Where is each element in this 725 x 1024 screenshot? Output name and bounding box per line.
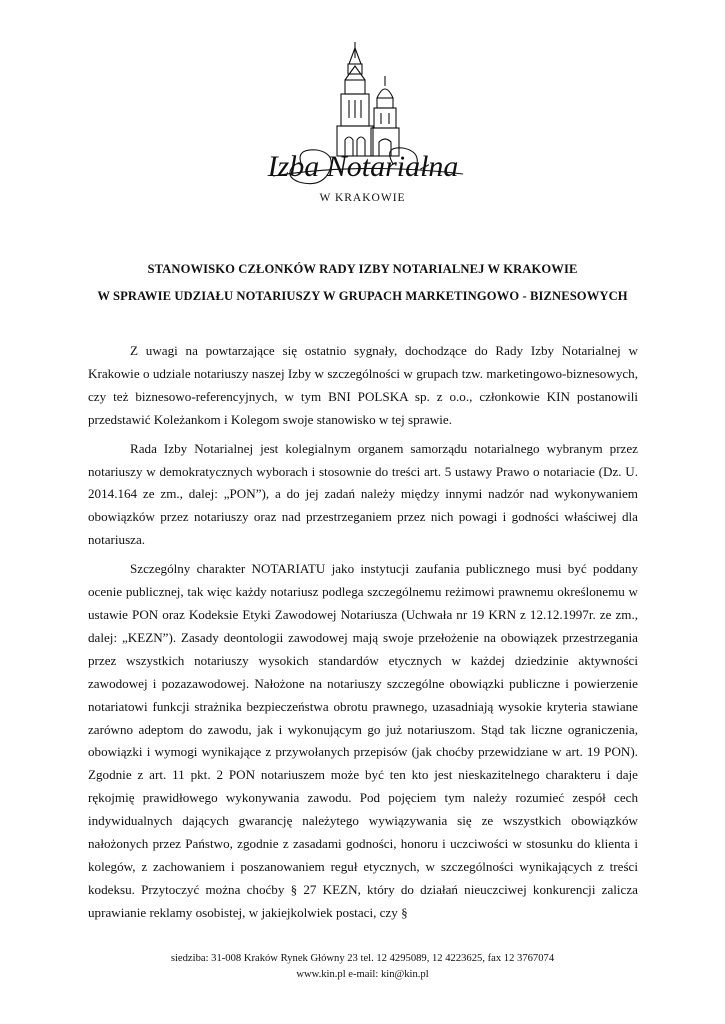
logo-wordmark: Izba Notariałna xyxy=(267,150,458,183)
document-body xyxy=(88,340,638,931)
paragraph-2: Rada Izby Notarialnej jest kolegialnym organem samorządu notarialnego wybranym przez notariuszy w demokratycznych wyborach i stosownie do treści art. 5 ustawy Prawo o notariacie (Dz. U. 2014.164 ze zm., dalej: „PON”), a do jej zadań należy między innymi nadzór nad wykonywaniem obowiązków przez notariuszy oraz nad przestrzeganiem przez nich powagi i godności właściwej dla notariusza. xyxy=(88,440,638,548)
footer-contact: www.kin.pl e-mail: kin@kin.pl xyxy=(296,969,429,980)
document-title-line-2: W SPRAWIE UDZIAŁU NOTARIUSZY W GRUPACH MARKETINGOWO - BIZNESOWYCH xyxy=(97,289,628,303)
paragraph-3: Szczególny charakter NOTARIATU jako instytucji zaufania publicznego musi być poddany ocenie publicznej, tak więc każdy notariusz podlega szczególnemu reżimowi prawnemu określonemu w ustawie PON oraz Kodeksie Etyki Zawodowej Notariusza (Uchwała nr 19 KRN z 12.12.1997r. ze zm., dalej: „KEZN”). Zasady deontologii zawodowej mają swoje przełożenie na obowiązek przestrzegania przez wszystkich notariuszy wysokich standardów etycznych w każdej dziedzinie aktywności zawodowej i pozazawodowej. Nałożone na notariuszy szczególne obowiązki publiczne i powierzenie notariatowi funkcji strażnika bezpieczeństwa obrotu prawnego, uzasadniają wysokie kryteria stawiane zarówno adeptom do zawodu, jak i wykonującym go już notariuszom. Stąd tak liczne ograniczenia, obowiązki i wymogi wynikające z przywołanych przepisów (jak choćby przewidziane w art. 19 PON). Zgodnie z art. 11 pkt. 2 PON notariuszem może być ten kto jest nieskazitelnego charakteru i daje rękojmię prawidłowego wykonywania zawodu. Pod pojęciem tym należy rozumieć zespół cech indywidualnych dających gwarancję należytego wywiązywania się ze wszystkich obowiązków nałożonych przez Państwo, zgodnie z zasadami godności, honoru i uczciwości w stosunku do klienta i kolegów, z zachowaniem i poszanowaniem reguł etycznych, w szczególności wynikających z treści kodeksu. Przytoczyć można choćby § 27 KEZN, który do działań nieuczciwej konkurencji zalicza uprawianie reklamy osobistej, w jakiejkolwiek postaci, czy § xyxy=(88,561,638,920)
church-towers-logo-icon xyxy=(233,36,493,196)
chamber-logo xyxy=(0,36,725,216)
paragraph-1: Z uwagi na powtarzające się ostatnio sygnały, dochodzące do Rady Izby Notarialnej w Krakowie o udziale notariuszy naszej Izby w szczególności w grupach tzw. marketingowo-biznesowych, czy też biznesowo-referencyjnych, w tym BNI POLSKA sp. z o.o., członkowie KIN postanowili przedstawić Koleżankom i Kolegom swoje stanowisko w tej sprawie. xyxy=(88,343,638,427)
footer-address: siedziba: 31-008 Kraków Rynek Główny 23 tel. 12 4295089, 12 4223625, fax 12 3767074 xyxy=(170,953,555,964)
page-footer xyxy=(0,951,725,983)
document-title-line-1: STANOWISKO CZŁONKÓW RADY IZBY NOTARIALNEJ W KRAKOWIE xyxy=(147,262,578,276)
logo-subtitle: W KRAKOWIE xyxy=(319,192,406,204)
